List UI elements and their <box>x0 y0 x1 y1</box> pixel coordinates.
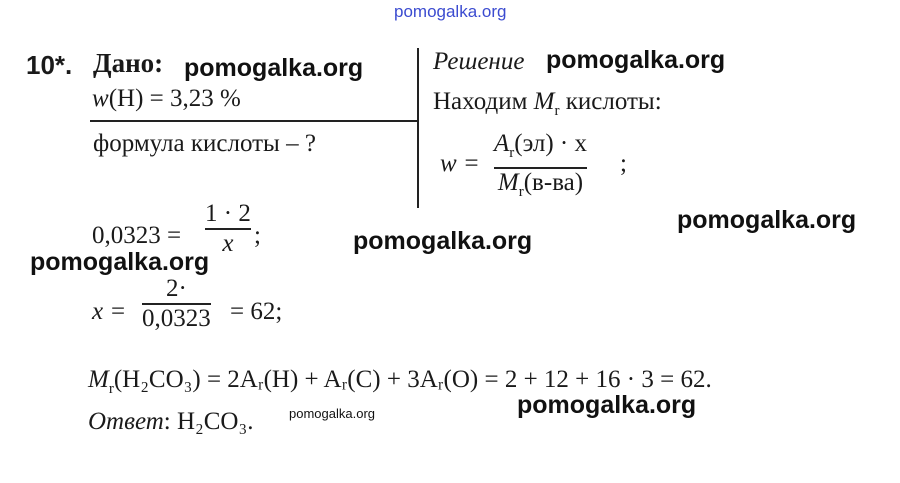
watermark-3: pomogalka.org <box>677 206 857 234</box>
formula-numerator: $A_r(эл) \cdot x$ <box>494 130 588 161</box>
given-divider <box>90 120 418 122</box>
w-symbol: w <box>92 85 109 112</box>
watermark-4: pomogalka.org <box>353 227 533 255</box>
find-text: формула кислоты – ? <box>93 130 316 157</box>
mr-line-sub: r <box>108 381 114 397</box>
given-value-rest: (H) = 3,23 % <box>108 85 241 112</box>
formula-end: ; <box>620 150 627 177</box>
watermark-1: pomogalka.org <box>184 54 364 82</box>
answer <box>88 408 253 436</box>
given-value <box>92 85 241 113</box>
eq1-lhs: 0,0323 = <box>92 222 182 249</box>
eq2-fraction <box>142 275 211 333</box>
mr-symbol: M <box>533 88 555 115</box>
step1-text <box>433 88 662 120</box>
solution-label: Решение <box>433 48 525 75</box>
watermark-small: pomogalka.org <box>289 406 375 421</box>
solution-divider <box>417 48 419 208</box>
eq2-numerator: 2· <box>165 275 187 302</box>
formula-fraction <box>494 130 587 206</box>
eq1-end: ; <box>254 222 261 249</box>
problem-number: 10*. <box>26 50 73 80</box>
eq2-denominator: 0,0323 <box>142 304 211 332</box>
mr-line-symbol: M <box>88 366 109 393</box>
eq1-numerator: 1 · 2 <box>205 200 251 227</box>
given-label: Дано: <box>93 48 164 78</box>
step1-word: Находим <box>433 88 528 115</box>
step1-end: кислоты: <box>565 88 662 115</box>
eq2-lhs: x = <box>92 298 127 325</box>
eq1-denominator: x <box>222 229 234 257</box>
eq1-fraction <box>205 200 251 258</box>
formula-denominator: $M_r(в-ва)$ <box>497 168 584 200</box>
watermark-top: pomogalka.org <box>394 2 507 21</box>
eq2-end: = 62; <box>230 298 283 325</box>
answer-label: Ответ <box>88 408 164 435</box>
watermark-5: pomogalka.org <box>30 248 210 276</box>
watermark-2: pomogalka.org <box>546 46 726 74</box>
watermark-6: pomogalka.org <box>517 391 697 419</box>
mr-line-text: (H₂CO₃) = 2Aᵣ(H) + Aᵣ(C) + 3Aᵣ(O) = 2 + 12 + 16 · 3 = 62. <box>113 366 712 393</box>
mr-sub: r <box>554 103 560 119</box>
formula-lhs: w = <box>440 150 480 177</box>
answer-value: : H₂CO₃. <box>163 408 254 435</box>
